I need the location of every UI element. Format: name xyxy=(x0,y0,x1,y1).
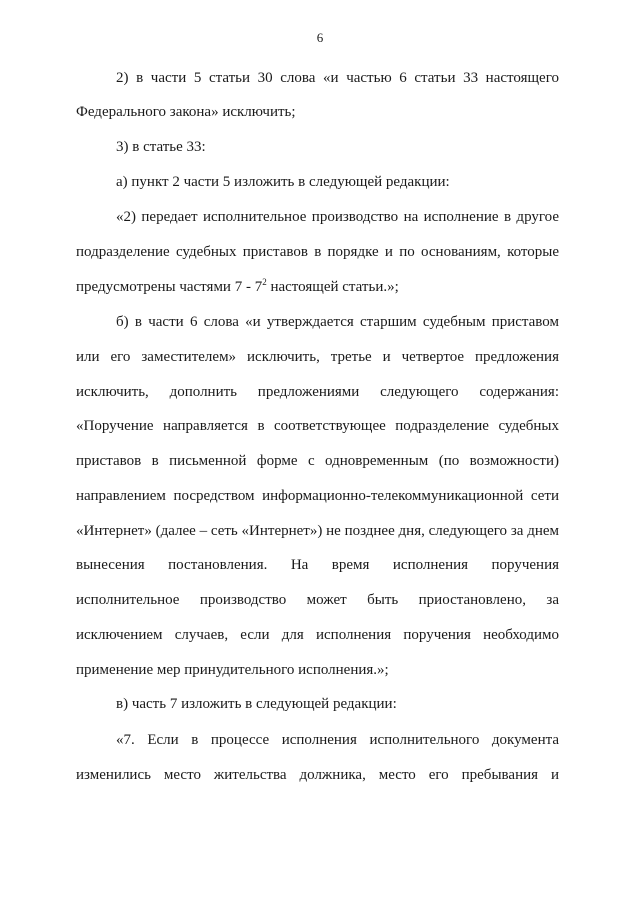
paragraph-line: б) в части 6 слова «и утверждается старшим судебным приставом xyxy=(116,314,559,330)
paragraph-line: исключением случаев, если для исполнения поручения необходимо xyxy=(76,627,559,643)
paragraph-line: применение мер принудительного исполнения.»; xyxy=(76,662,389,678)
paragraph-line: 2) в части 5 статьи 30 слова «и частью 6 статьи 33 настоящего xyxy=(116,70,559,86)
paragraph-line: или его заместителем» исключить, третье и четвертое предложения xyxy=(76,349,559,365)
paragraph-line: изменились место жительства должника, место его пребывания и xyxy=(76,767,559,783)
paragraph-line: подразделение судебных приставов в порядке и по основаниям, которые xyxy=(76,244,559,260)
paragraph-line: а) пункт 2 части 5 изложить в следующей редакции: xyxy=(116,174,450,190)
page-number: 6 xyxy=(316,30,324,45)
paragraph-line: приставов в письменной форме с одновременным (по возможности) xyxy=(76,453,559,469)
paragraph-line: исключить, дополнить предложениями следующего содержания: xyxy=(76,384,559,400)
paragraph-line: в) часть 7 изложить в следующей редакции: xyxy=(116,696,397,712)
paragraph-line: «2) передает исполнительное производство на исполнение в другое xyxy=(116,209,559,225)
paragraph-line: «Поручение направляется в соответствующее подразделение судебных xyxy=(76,418,559,434)
paragraph-line xyxy=(76,278,559,296)
paragraph-line: «7. Если в процессе исполнения исполнительного документа xyxy=(116,732,559,748)
paragraph-line: исполнительное производство может быть приостановлено, за xyxy=(76,592,559,608)
paragraph-line: 3) в статье 33: xyxy=(116,139,206,155)
line-suffix: настоящей статьи.»; xyxy=(266,279,399,295)
line-prefix: предусмотрены частями 7 - 7 xyxy=(76,279,263,295)
paragraph-line: направлением посредством информационно-телекоммуникационной сети xyxy=(76,488,559,504)
paragraph-line: «Интернет» (далее – сеть «Интернет») не позднее дня, следующего за днем xyxy=(76,523,559,539)
superscript: 2 xyxy=(262,277,267,287)
paragraph-line: Федерального закона» исключить; xyxy=(76,104,296,120)
paragraph-line: вынесения постановления. На время исполнения поручения xyxy=(76,557,559,573)
